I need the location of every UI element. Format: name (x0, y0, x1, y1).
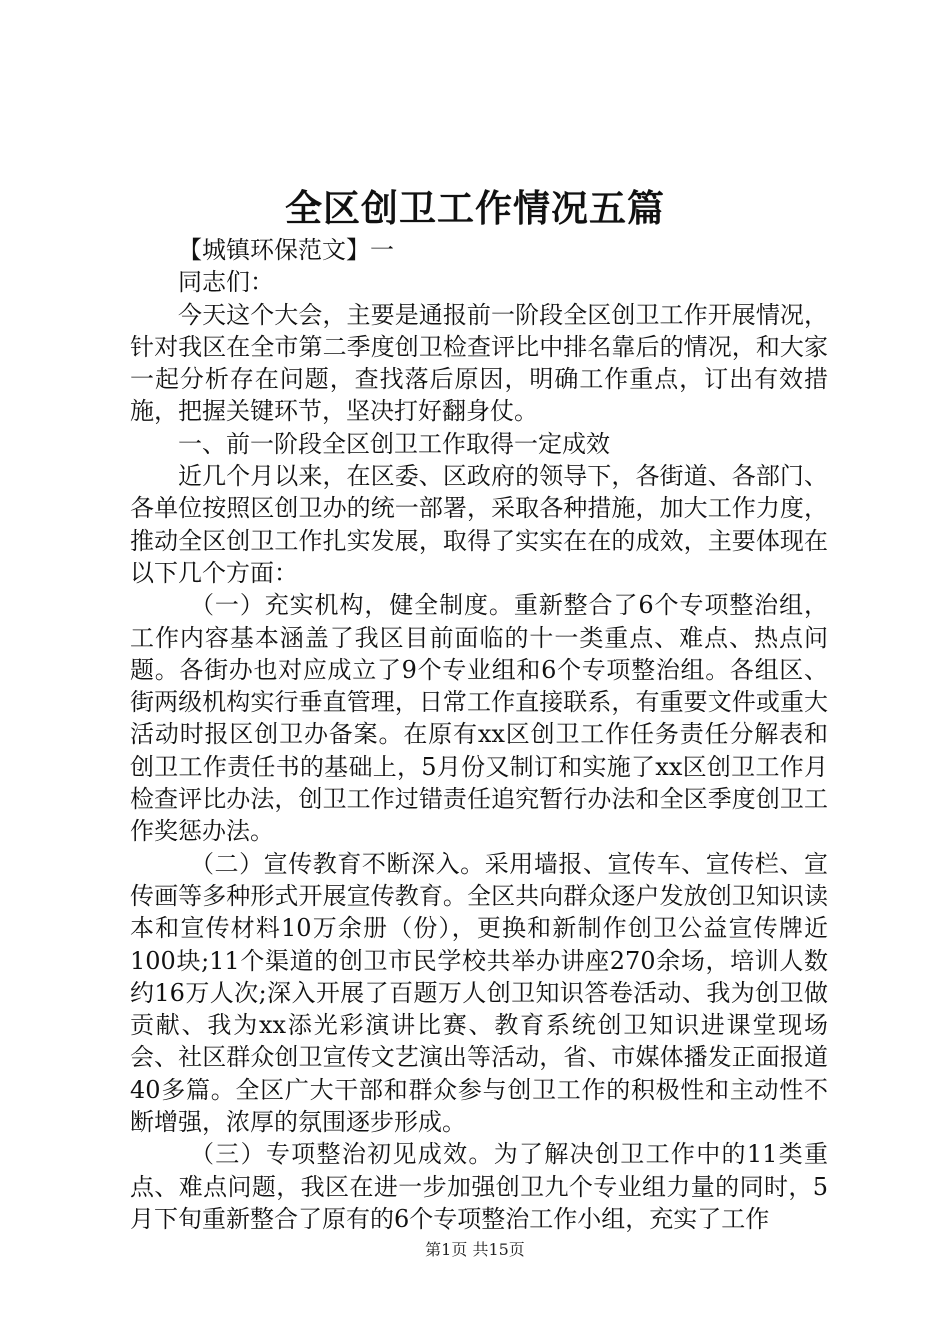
page-number-footer: 第1页 共15页 (425, 1240, 525, 1259)
paragraph-item-3: （三）专项整治初见成效。为了解决创卫工作中的11类重点、难点问题，我区在进一步加强创卫九个专业组力量的同时，5月下旬重新整合了原有的6个专项整治工作小组，充实了工作 (130, 1140, 828, 1233)
paragraph-item-2: （二）宣传教育不断深入。采用墙报、宣传车、宣传栏、宣传画等多种形式开展宣传教育。全区共向群众逐户发放创卫知识读本和宣传材料10万余册（份），更换和新制作创卫公益宣传牌近100块;11个渠道的创卫市民学校共举办讲座270余场，培训人数约16万人次;深入开展了百题万人创卫知识答卷活动、我为创卫做贡献、我为xx添光彩演讲比赛、教育系统创卫知识进课堂现场会、社区群众创卫宣传文艺演出等活动，省、市媒体播发正面报道40多篇。全区广大干部和群众参与创卫工作的积极性和主动性不断增强，浓厚的氛围逐步形成。 (130, 849, 828, 1137)
document-title: 全区创卫工作情况五篇 (285, 186, 665, 230)
paragraph-intro: 今天这个大会，主要是通报前一阶段全区创卫工作开展情况，针对我区在全市第二季度创卫检查评比中排名靠后的情况，和大家一起分析存在问题，查找落后原因，明确工作重点，订出有效措施，把握关键环节，坚决打好翻身仗。 (130, 300, 828, 426)
salutation: 同志们： (178, 268, 274, 297)
section-label: 【城镇环保范文】一 (178, 236, 394, 264)
document-body (130, 234, 828, 1235)
paragraph-overview: 近几个月以来，在区委、区政府的领导下，各街道、各部门、各单位按照区创卫办的统一部署，采取各种措施，加大工作力度，推动全区创卫工作扎实发展，取得了实实在在的成效，主要体现在以下几个方面： (130, 462, 828, 587)
paragraph-item-1: （一）充实机构，健全制度。重新整合了6个专项整治组，工作内容基本涵盖了我区目前面临的十一类重点、难点、热点问题。各街办也对应成立了9个专业组和6个专项整治组。各组区、街两级机构实行垂直管理，日常工作直接联系，有重要文件或重大活动时报区创卫办备案。在原有xx区创卫工作任务责任分解表和创卫工作责任书的基础上，5月份又制订和实施了xx区创卫工作月检查评比办法，创卫工作过错责任追究暂行办法和全区季度创卫工作奖惩办法。 (130, 591, 828, 846)
section-heading: 一、前一阶段全区创卫工作取得一定成效 (178, 429, 610, 458)
